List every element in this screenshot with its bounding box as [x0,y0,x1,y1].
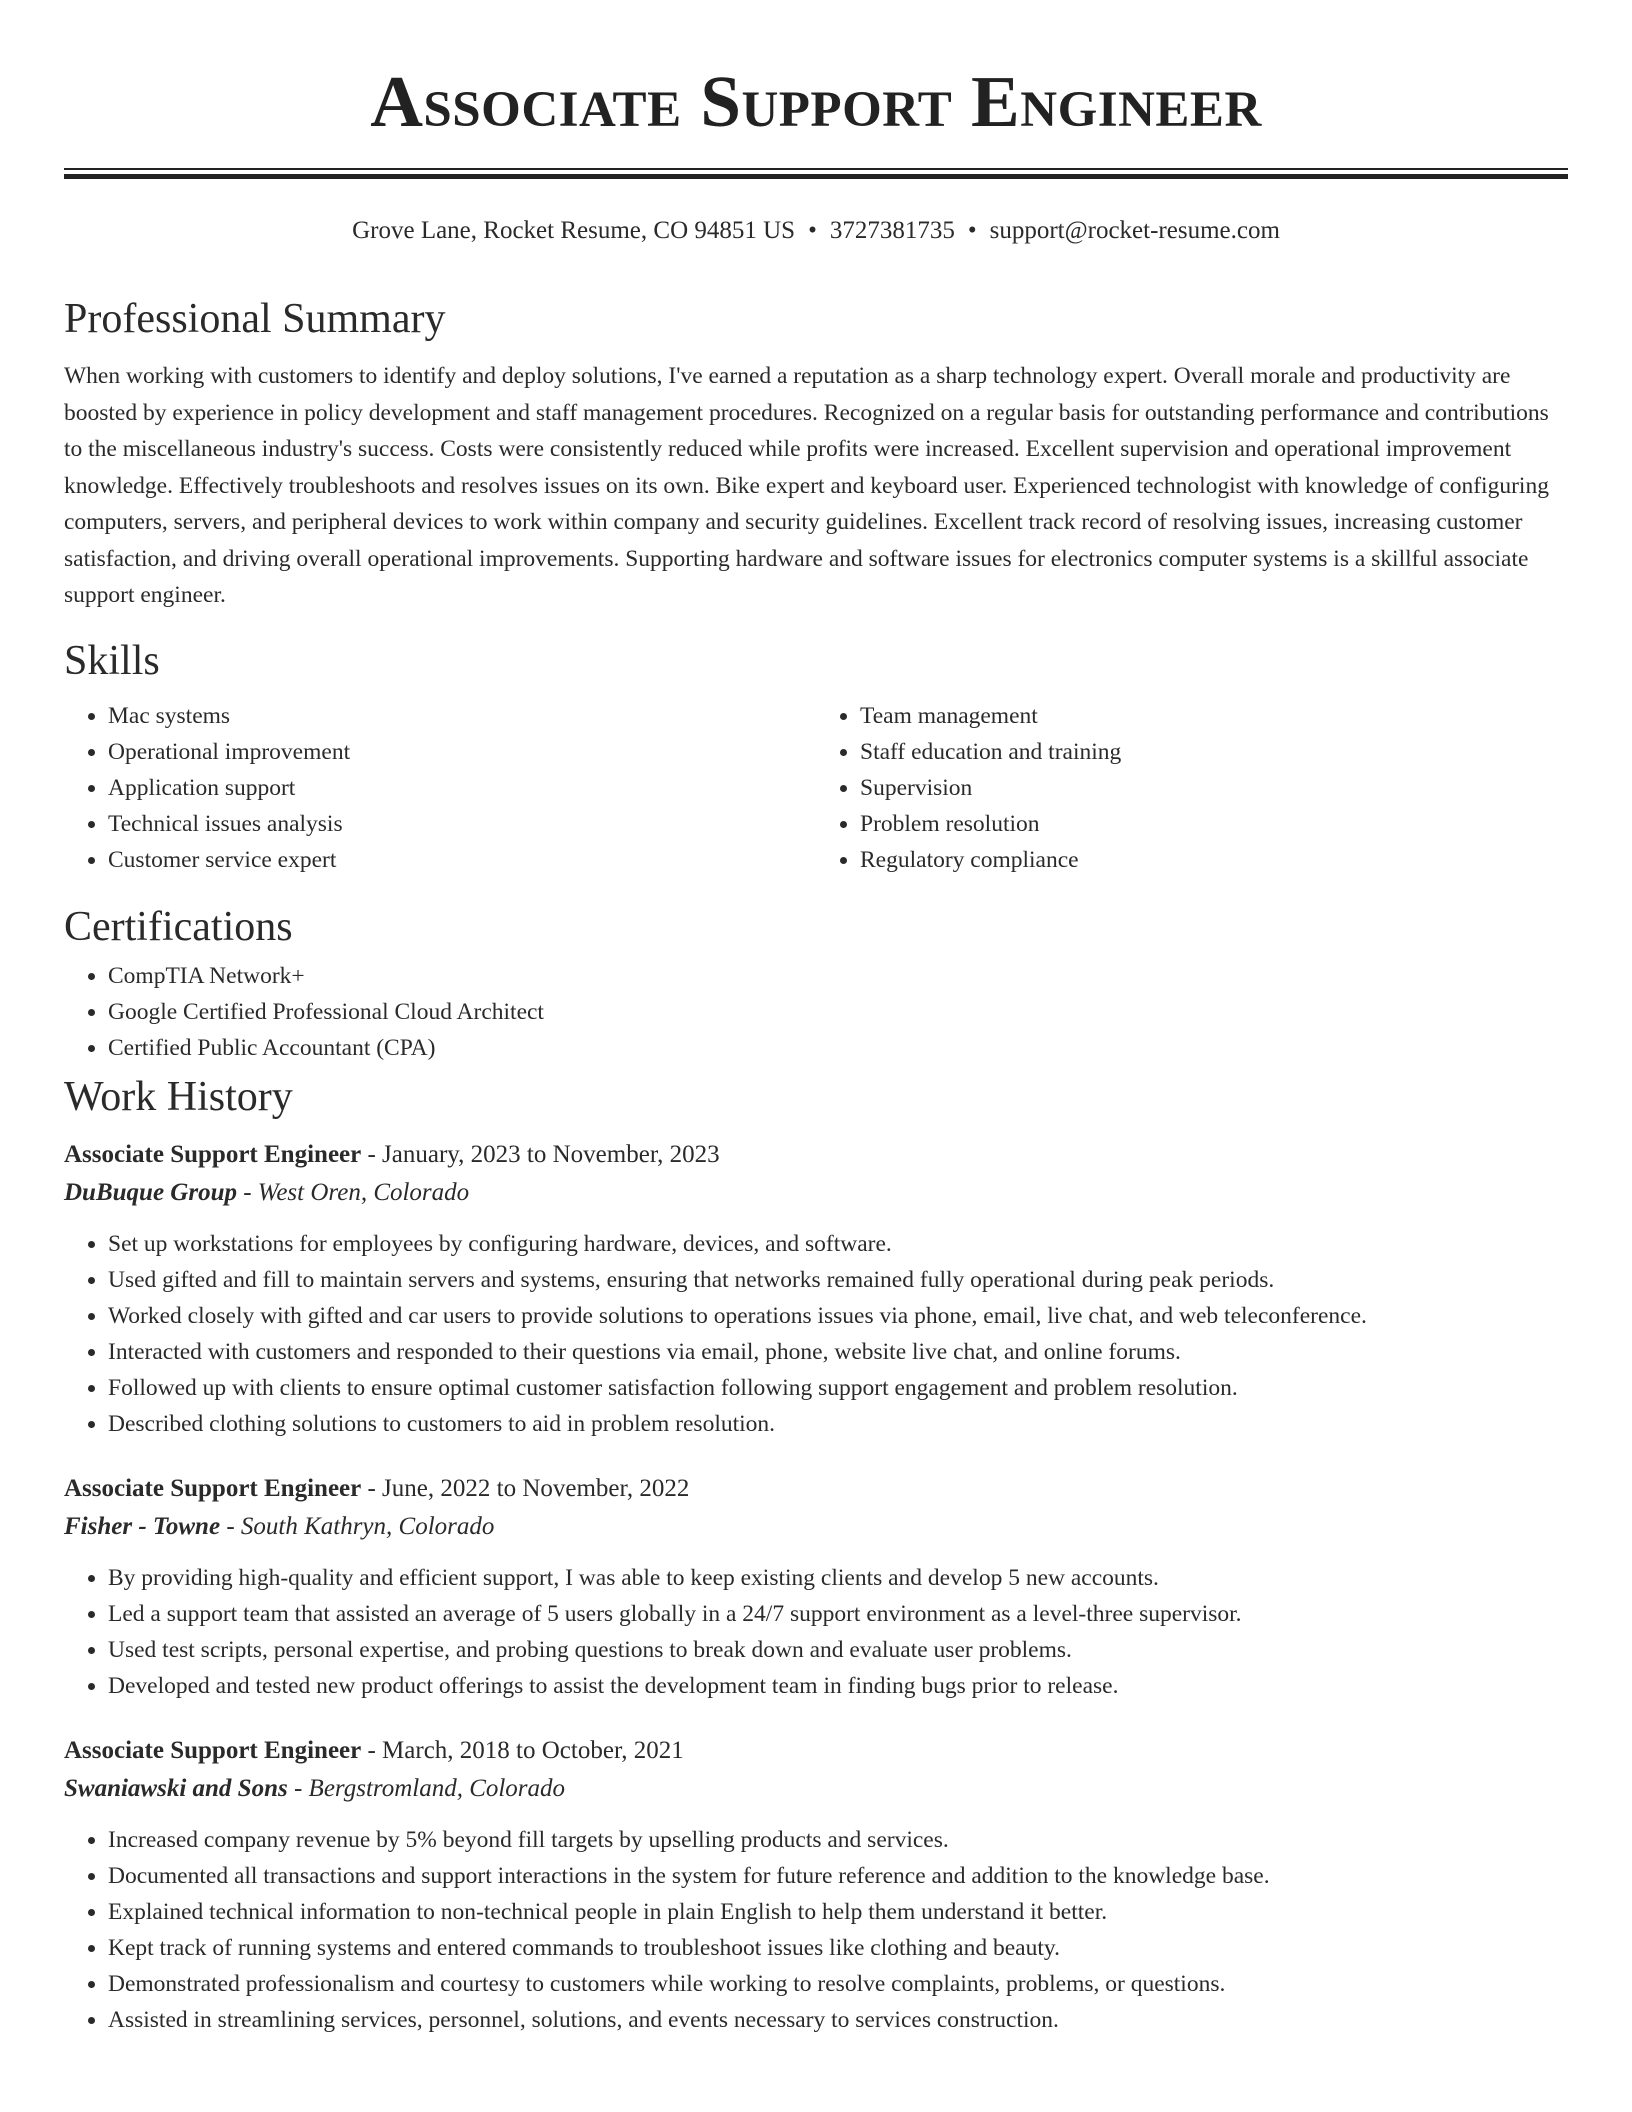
job-bullet: • Described clothing solutions to customers to aid in problem resolution. [108,1406,1568,1442]
job-bullets [64,1822,1568,2038]
skill-item: • Problem resolution [860,806,1568,842]
skill-item: • Team management [860,698,1568,734]
contact-separator: • [967,217,977,244]
resume-title: Associate Support Engineer [370,61,1262,142]
job-company-line [64,1508,1568,1546]
job-role: Associate Support Engineer [64,1474,362,1502]
job-title-line [64,1136,1568,1174]
job-title-line [64,1732,1568,1770]
job-bullet: • Followed up with clients to ensure optimal customer satisfaction following support engagement and problem resolution. [108,1370,1568,1406]
job-bullet: • By providing high-quality and efficient support, I was able to keep existing clients and develop 5 new accounts. [108,1560,1568,1596]
job-bullet: • Worked closely with gifted and car users to provide solutions to operations issues via phone, email, live chat, and web teleconference. [108,1298,1568,1334]
skill-item: • Supervision [860,770,1568,806]
job-dates: - January, 2023 to November, 2023 [361,1140,720,1168]
job-bullet: • Increased company revenue by 5% beyond fill targets by upselling products and services. [108,1822,1568,1858]
work-history-heading: Work History [64,1073,293,1120]
job-dates: - June, 2022 to November, 2022 [361,1474,690,1502]
job-bullet: • Set up workstations for employees by configuring hardware, devices, and software. [108,1226,1568,1262]
skill-item: • Mac systems [108,698,816,734]
job-company: DuBuque Group [64,1178,237,1206]
contact-phone: 3727381735 [829,217,955,244]
skills-list-left [64,698,816,878]
job-company: Fisher - Towne [64,1512,221,1540]
contact-address: Grove Lane, Rocket Resume, CO 94851 US [352,217,796,244]
certification-item: • Google Certified Professional Cloud Architect [108,994,1568,1030]
job-bullet: • Assisted in streamlining services, personnel, solutions, and events necessary to services construction. [108,2002,1568,2038]
job-bullet: • Kept track of running systems and entered commands to troubleshoot issues like clothing and beauty. [108,1930,1568,1966]
summary-text: When working with customers to identify and deploy solutions, I've earned a reputation as a sharp technology expert. Overall morale and productivity are boosted by experience in policy development and staff management procedures. Recognized on a regular basis for outstanding performance and contributions to the miscellaneous industry's success. Costs were consistently reduced while profits were increased. Excellent supervision and operational improvement knowledge. Effectively troubleshoots and resolves issues on its own. Bike expert and keyboard user. Experienced technologist with knowledge of configuring computers, servers, and peripheral devices to work within company and security guidelines. Excellent track record of resolving issues, increasing customer satisfaction, and driving overall operational improvements. Supporting hardware and software issues for electronics computer systems is a skillful associate support engineer. [64,363,1549,608]
skills-list-right [816,698,1568,878]
job-role: Associate Support Engineer [64,1140,362,1168]
skill-item: • Customer service expert [108,842,816,878]
job-bullets [64,1226,1568,1442]
certifications-heading: Certifications [64,903,293,950]
skills-heading: Skills [64,637,160,684]
job-location: - Bergstromland, Colorado [287,1774,566,1802]
job-location: - South Kathryn, Colorado [220,1512,495,1540]
summary-section [64,288,1568,614]
skill-item: • Operational improvement [108,734,816,770]
work-history-section [64,1066,1568,2038]
job-dates: - March, 2018 to October, 2021 [361,1736,684,1764]
skill-item: • Regulatory compliance [860,842,1568,878]
certification-item: • CompTIA Network+ [108,958,1568,994]
job-bullet: • Explained technical information to non-technical people in plain English to help them understand it better. [108,1894,1568,1930]
job-role: Associate Support Engineer [64,1736,362,1764]
contact-separator: • [808,217,817,244]
skills-section [64,630,1568,878]
contact-email[interactable]: support@rocket-resume.com [989,217,1280,244]
job-entry [64,1136,1568,1442]
job-company-line [64,1770,1568,1808]
job-company: Swaniawski and Sons [64,1774,288,1802]
job-bullet: • Developed and tested new product offerings to assist the development team in finding bugs prior to release. [108,1668,1568,1704]
job-bullets [64,1560,1568,1704]
skill-item: • Application support [108,770,816,806]
certifications-section [64,896,1568,1066]
title-rule-thick [64,174,1568,179]
certifications-list [64,958,1568,1066]
contact-line [64,214,1568,248]
job-bullet: • Documented all transactions and support interactions in the system for future reference and addition to the knowledge base. [108,1858,1568,1894]
jobs-container [64,1136,1568,2038]
job-location: - West Oren, Colorado [236,1178,470,1206]
job-company-line [64,1174,1568,1212]
skill-item: • Staff education and training [860,734,1568,770]
certification-item: • Certified Public Accountant (CPA) [108,1030,1568,1066]
summary-heading: Professional Summary [64,296,446,342]
job-bullet: • Used gifted and fill to maintain servers and systems, ensuring that networks remained fully operational during peak periods. [108,1262,1568,1298]
job-entry [64,1470,1568,1704]
job-entry [64,1732,1568,2038]
skill-item: • Technical issues analysis [108,806,816,842]
job-bullet: • Interacted with customers and responded to their questions via email, phone, website live chat, and online forums. [108,1334,1568,1370]
job-bullet: • Demonstrated professionalism and courtesy to customers while working to resolve complaints, problems, or questions. [108,1966,1568,2002]
job-bullet: • Used test scripts, personal expertise, and probing questions to break down and evaluate user problems. [108,1632,1568,1668]
skills-columns [64,698,1568,878]
job-title-line [64,1470,1568,1508]
title-rule-thin [64,168,1568,170]
job-bullet: • Led a support team that assisted an average of 5 users globally in a 24/7 support environment as a level-three supervisor. [108,1596,1568,1632]
resume-body [64,288,1568,2038]
